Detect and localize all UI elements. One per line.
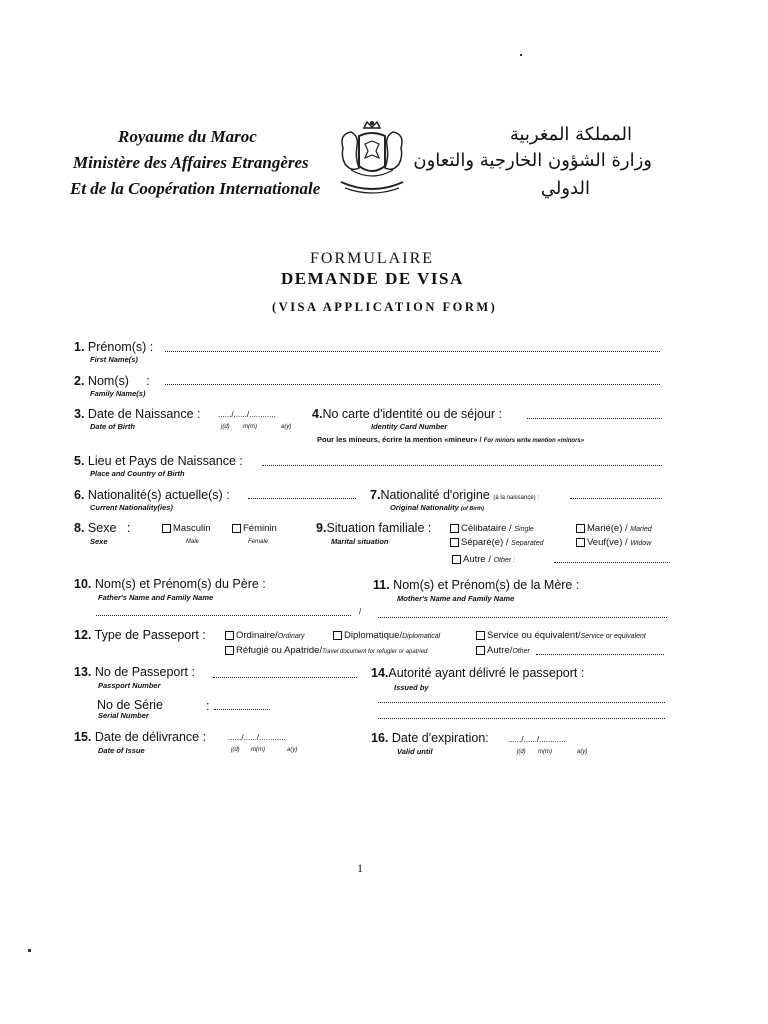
expiry-year-hint: a(y) [577,749,588,755]
scan-speck [520,54,522,56]
field-sex-sub: Sexe [90,537,108,546]
passport-service-option[interactable]: Service ou équivalent/Service or equivalent [476,630,646,641]
form-title-line1: FORMULAIRE [310,250,435,267]
expiry-date-input[interactable]: ....../....../............ [508,735,566,744]
issuing-authority-input-2[interactable] [378,718,665,719]
current-nationality-input[interactable] [248,498,356,499]
sex-female-en: Female [248,539,269,545]
expiry-day-hint: j(d) [517,749,526,755]
birthplace-input[interactable] [262,465,662,466]
field-current-nationality-sub: Current Nationality(ies) [90,503,173,512]
field-birthplace-sub: Place and Country of Birth [90,469,185,478]
dob-day-hint: j(d) [221,424,230,430]
minors-note: Pour les mineurs, écrire la mention «mineur» / For minors write mention «minors» [317,435,585,444]
field-family-name-label: 2. Nom(s) : [74,374,150,388]
field-first-name-label: 1. Prénom(s) : [74,340,154,354]
field-id-card-label: 4.No carte d'identité ou de séjour : [312,407,503,421]
field-passport-number-label: 13. No de Passeport : [74,665,195,679]
issue-month-hint: m(m) [251,747,265,753]
family-name-input[interactable] [165,384,660,385]
sex-female-option[interactable]: Féminin [232,523,277,534]
issue-day-hint: j(d) [231,747,240,753]
header-fr-line3: Et de la Coopération Internationale [70,179,321,198]
marital-separated-option[interactable]: Séparé(e) / Separated [450,537,543,548]
issuing-authority-input-1[interactable] [378,702,665,703]
field-marital-sub: Marital situation [331,537,389,546]
original-nationality-input[interactable] [570,498,662,499]
header-fr-line1: Royaume du Maroc [118,127,257,146]
dob-month-hint: m(m) [243,424,257,430]
header-ar-line1: المملكة المغربية [509,124,632,145]
field-issue-date-sub: Date of Issue [98,746,145,755]
header-ar-line2: وزارة الشؤون الخارجية والتعاون [413,150,652,171]
father-separator: / [359,607,362,616]
field-passport-type-label: 12. Type de Passeport : [74,628,206,642]
passport-other-option[interactable]: Autre/Other [476,645,530,656]
separated-checkbox[interactable] [450,538,459,547]
coat-of-arms-icon [331,118,413,200]
passport-other-input[interactable] [536,654,664,655]
dob-input[interactable]: ....../....../............ [218,410,276,419]
passport-number-input[interactable] [213,677,357,678]
field-serial-label: No de Série [97,698,164,712]
field-serial-colon: : [206,699,210,713]
passport-refugee-option[interactable]: Réfugié ou Apatride/Travel document for refugier or apatried [225,645,427,656]
field-dob-sub: Date of Birth [90,422,135,431]
header-fr-line2: Ministère des Affaires Etrangères [73,153,309,172]
first-name-input[interactable] [165,351,660,352]
field-first-name-sub: First Name(s) [90,355,138,364]
field-father-label: 10. Nom(s) et Prénom(s) du Père : [74,577,266,591]
marital-other-input[interactable] [554,562,670,563]
marital-single-option[interactable]: Célibataire / Single [450,523,534,534]
page-number: 1 [357,861,363,875]
marital-other-option[interactable]: Autre / Other : [452,554,515,565]
ordinary-checkbox[interactable] [225,631,234,640]
male-checkbox[interactable] [162,524,171,533]
serial-number-input[interactable] [214,709,270,710]
field-original-nationality-sub: Original Nationality (of Birth) [390,503,485,512]
father-name-input[interactable] [96,615,351,616]
other-checkbox[interactable] [452,555,461,564]
field-serial-sub: Serial Number [98,711,149,720]
field-father-sub: Father's Name and Family Name [98,593,214,602]
field-dob-label: 3. Date de Naissance : [74,407,201,421]
field-expiry-date-label: 16. Date d'expiration: [371,731,489,745]
sex-male-option[interactable]: Masculin [162,523,211,534]
single-checkbox[interactable] [450,524,459,533]
field-current-nationality-label: 6. Nationalité(s) actuelle(s) : [74,488,230,502]
issue-year-hint: a(y) [287,747,298,753]
expiry-month-hint: m(m) [538,749,552,755]
married-checkbox[interactable] [576,524,585,533]
service-checkbox[interactable] [476,631,485,640]
field-sex-label: 8. Sexe : [74,521,131,535]
field-family-name-sub: Family Name(s) [90,389,146,398]
field-issuing-authority-label: 14.Autorité ayant délivré le passeport : [371,666,585,680]
marital-married-option[interactable]: Marié(e) / Maried [576,523,652,534]
refugee-checkbox[interactable] [225,646,234,655]
field-birthplace-label: 5. Lieu et Pays de Naissance : [74,454,243,468]
passport-diplomatic-option[interactable]: Diplomatique/Diplomatical [333,630,440,641]
field-mother-label: 11. Nom(s) et Prénom(s) de la Mère : [373,578,580,592]
dob-year-hint: a(y) [281,424,292,430]
field-expiry-date-sub: Valid until [397,747,433,756]
field-id-card-sub: Identity Card Number [371,422,448,431]
passport-other-checkbox[interactable] [476,646,485,655]
diplomatic-checkbox[interactable] [333,631,342,640]
widow-checkbox[interactable] [576,538,585,547]
sex-male-en: Male [186,539,200,545]
passport-ordinary-option[interactable]: Ordinaire/Ordinary [225,630,305,641]
issue-date-input[interactable]: ....../....../............ [228,733,286,742]
header-ar-line3: الدولي [540,178,590,199]
scan-speck [28,949,31,952]
field-issuing-authority-sub: Issued by [394,683,429,692]
form-title-line2: DEMANDE DE VISA [281,269,464,288]
form-title-line3: (VISA APPLICATION FORM) [272,300,498,314]
field-original-nationality-label: 7.Nationalité d'origine (à la naissance) : [370,488,540,502]
female-checkbox[interactable] [232,524,241,533]
marital-widow-option[interactable]: Veuf(ve) / Widow [576,537,651,548]
id-card-input[interactable] [527,418,662,419]
field-passport-number-sub: Passport Number [98,681,161,690]
field-mother-sub: Mother's Name and Family Name [397,594,515,603]
mother-name-input[interactable] [378,617,667,618]
field-issue-date-label: 15. Date de délivrance : [74,730,207,744]
field-marital-label: 9.Situation familiale : [316,521,432,535]
